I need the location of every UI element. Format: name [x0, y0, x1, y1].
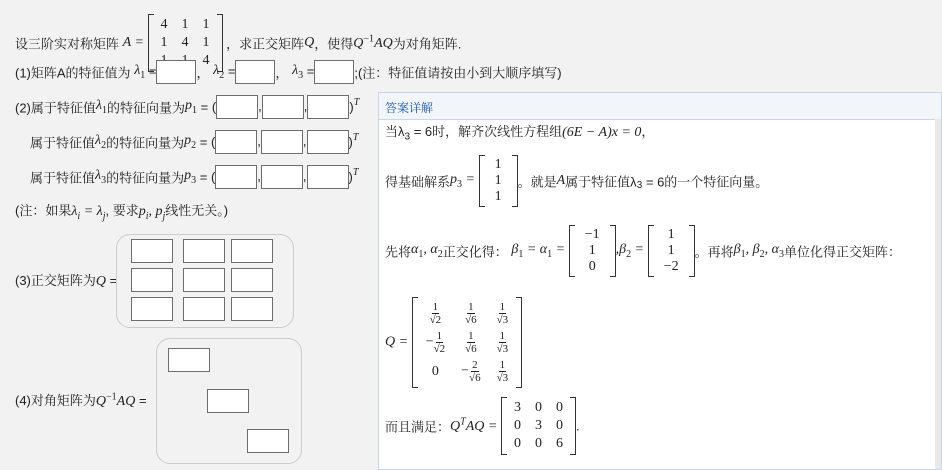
t: = 6时，解齐次线性方程组	[410, 124, 563, 139]
eq: = (	[199, 169, 216, 185]
q4-label: (4)对角矩阵为	[15, 393, 96, 408]
Q: Q	[95, 394, 107, 409]
answer-panel-header	[379, 93, 941, 120]
p: p	[184, 133, 192, 149]
lambda-sym: λ	[213, 63, 220, 79]
p3-component-2-input[interactable]	[261, 165, 303, 189]
A-cell-2-2: 4	[181, 35, 189, 50]
D-cell-3-1: 0	[513, 436, 521, 451]
p: p	[184, 98, 192, 114]
close: )	[348, 134, 353, 150]
q2-label: (2)属于特征值	[15, 100, 96, 116]
close: )	[349, 99, 354, 115]
note-2	[15, 200, 228, 222]
Qinv-expr: $Q^{-1}AQ$	[353, 33, 393, 52]
lam: λ	[71, 204, 78, 219]
beta2-cell-1-1: 1	[667, 227, 675, 242]
q2-mid: 的特征向量为	[106, 100, 185, 116]
note-vectors	[138, 204, 166, 222]
lambda2-label	[213, 63, 225, 81]
orthogonal-matrix-input	[116, 234, 294, 328]
note-prefix: (注：如果	[15, 203, 72, 218]
eq: = (	[199, 134, 216, 150]
Q-cell-1-3-input[interactable]	[231, 239, 273, 263]
lambda3-label	[292, 63, 304, 81]
p1-component-3-input[interactable]	[307, 95, 349, 119]
Q-cell-2-1: − $\frac{1}{√2}$	[425, 330, 446, 355]
answer-panel	[378, 92, 942, 470]
eigenvalue-2-input[interactable]	[235, 60, 275, 84]
D-cell-1-2: 0	[534, 400, 542, 415]
inv: −1	[106, 391, 117, 403]
t: ，	[641, 124, 655, 139]
beta1-cell-2-1: 1	[588, 243, 596, 258]
j: j	[102, 210, 106, 222]
Q-cell-2-2-input[interactable]	[183, 268, 225, 292]
T: T	[460, 416, 466, 428]
answer-panel-title: 答案详解	[385, 101, 434, 115]
note-suffix: 线性无关。)	[165, 203, 229, 218]
Q-cell-2-1-input[interactable]	[131, 268, 173, 292]
Q-cell-2-3: $\frac{1}{√3}$	[496, 330, 509, 355]
p: p	[138, 204, 146, 219]
eigenvalue-3-input[interactable]	[314, 60, 354, 84]
matrix-D	[501, 397, 576, 455]
q1-note: ;(注：特征值请按由小到大顺序填写)	[354, 65, 562, 81]
QT-expr	[450, 416, 498, 435]
Q-cell-1-1: $\frac{1}{√2}$	[429, 301, 442, 326]
D-cell-3-3: 6	[555, 436, 563, 451]
answer-line-2	[385, 155, 768, 207]
p3-sym	[184, 168, 197, 186]
lambda-sub1: 1	[140, 69, 146, 81]
intro-mid2: ，使得	[314, 36, 354, 52]
p: p	[450, 172, 458, 188]
j: j	[162, 210, 166, 222]
p1-sym	[184, 98, 197, 116]
t: 当λ	[385, 124, 405, 139]
question-2-row-3: 属于特征值$\lambda_3$的特征向量为$p_3$ = ( , , )$^T$	[30, 165, 358, 189]
D-cell-1-1-input[interactable]	[168, 348, 210, 372]
D-cell-3-2: 0	[534, 436, 542, 451]
q2-label2: 属于特征值	[30, 135, 96, 151]
Q-label: Q =	[385, 334, 409, 350]
beta2-cell-2-1: 1	[667, 243, 675, 258]
sub: 3	[191, 174, 197, 186]
p1-component-1-input[interactable]	[216, 95, 258, 119]
eq: =	[552, 242, 566, 258]
A-cell-1-2: 1	[181, 17, 189, 32]
p2-component-1-input[interactable]	[215, 130, 257, 154]
lambda1-sym: $\lambda_1$	[95, 98, 107, 116]
lambda-sub3: 3	[298, 69, 304, 81]
D-cell-1-1: 3	[513, 400, 521, 415]
beta1-cell-1-1: −1	[584, 227, 600, 242]
sub: 2	[191, 139, 197, 151]
note-mid: , 要求	[105, 203, 139, 218]
a: α	[430, 242, 438, 258]
Q-cell-2-3-input[interactable]	[231, 268, 273, 292]
p2-sym	[184, 133, 197, 151]
beta2-cell-3-1: −2	[663, 259, 679, 274]
t: 正交化得：	[442, 244, 508, 260]
Q-symbol: Q	[304, 35, 315, 50]
Q-sym2: Q	[353, 36, 364, 52]
beta1-expr: $\beta_1 = \alpha_1$ =	[511, 242, 566, 260]
D-cell-2-2: 3	[534, 418, 542, 433]
lambda-sub2: 2	[219, 69, 225, 81]
question-1: (1)矩阵A的特征值为 $\lambda_1$ = ， $\lambda_2$ = ， $\lambda_3$ = ;(注：特征值请按由小到大顺序填写)	[15, 60, 562, 84]
sub: 3	[101, 174, 107, 186]
D-cell-3-3-input[interactable]	[247, 429, 289, 453]
lambda2-sym: $\lambda_2$	[95, 133, 107, 151]
lambda3-sym: $\lambda_3$	[95, 168, 107, 186]
answer-line-3	[385, 225, 901, 277]
diagonal-matrix-input	[156, 338, 302, 464]
AQ: AQ =	[465, 419, 498, 435]
D-cell-2-1: 0	[513, 418, 521, 433]
Q: Q	[450, 419, 461, 435]
question-2-row-2: 属于特征值$\lambda_2$的特征向量为$p_2$ = ( , , )$^T$	[30, 130, 358, 154]
p3-cell-3-1: 1	[494, 189, 502, 204]
t: 而且满足：	[385, 419, 451, 435]
p3-component-3-input[interactable]	[307, 165, 349, 189]
answer-Q-matrix	[385, 297, 522, 388]
matrix-A-label: A =	[122, 35, 144, 50]
Q-cell-3-3: $\frac{1}{√3}$	[496, 359, 509, 384]
Q-cell-1-2-input[interactable]	[183, 239, 225, 263]
vector-beta2	[648, 225, 695, 277]
matrix-Q	[412, 297, 522, 388]
q2-label3: 属于特征值	[30, 170, 96, 186]
i: i	[145, 210, 149, 222]
betas-alpha3: $\beta_1$, $\beta_2$, $\alpha_3$	[733, 242, 784, 260]
D-cell-2-2-input[interactable]	[207, 389, 249, 413]
transpose: T	[352, 167, 359, 179]
question-3-label	[15, 270, 117, 290]
eq: = α	[523, 242, 548, 258]
A: A	[556, 173, 566, 188]
Q-cell-1-1-input[interactable]	[131, 239, 173, 263]
b: β	[511, 242, 519, 258]
Q-cell-1-3: $\frac{1}{√3}$	[496, 301, 509, 326]
D-cell-1-3: 0	[555, 400, 563, 415]
eq: =	[462, 172, 475, 188]
eq: =	[109, 273, 118, 288]
beta1-cell-3-1: 0	[588, 259, 596, 274]
equation: (6E − A)x = 0	[562, 125, 642, 140]
eq: = (	[200, 99, 217, 115]
answer-line-1	[385, 121, 654, 143]
q3-label: (3)正交矩阵为	[15, 273, 96, 288]
A-cell-1-3: 1	[202, 17, 210, 32]
t: 属于特征值λ	[565, 174, 637, 190]
A-cell-2-1: 1	[160, 35, 168, 50]
t: .	[575, 418, 580, 434]
AQ: AQ	[116, 394, 136, 409]
lambda-sym: λ	[134, 63, 141, 79]
p3-cell-2-1: 1	[494, 173, 502, 188]
q4-expr	[95, 391, 136, 409]
p3	[450, 172, 475, 190]
Q-cell-1-2: $\frac{1}{√6}$	[465, 301, 477, 326]
t: 得基础解系	[385, 174, 451, 190]
lambda-sym: λ	[292, 63, 299, 79]
t: 。就是	[517, 174, 557, 190]
sub: 3	[457, 178, 463, 190]
t: 。再将	[694, 244, 734, 260]
i: i	[77, 210, 81, 222]
beta2-expr: $,\beta_2$ =	[615, 242, 645, 260]
vector-p3	[479, 155, 518, 207]
A-cell-1-1: 4	[160, 17, 168, 32]
q1-label: (1)矩阵A的特征值为	[15, 65, 131, 81]
answer-line-5	[385, 397, 580, 455]
eigenvalue-1-input[interactable]	[156, 60, 196, 84]
transpose: T	[353, 97, 360, 109]
vector-beta1	[569, 225, 616, 277]
lambda1-label	[134, 63, 146, 81]
A-cell-2-3: 1	[202, 35, 210, 50]
AQ-sym: AQ	[374, 36, 393, 52]
transpose: T	[352, 132, 359, 144]
eq: = λ	[80, 204, 103, 219]
sub: 2	[101, 139, 107, 151]
sub: 3	[636, 180, 643, 192]
p2-component-2-input[interactable]	[261, 130, 303, 154]
p1-component-2-input[interactable]	[262, 95, 304, 119]
Q-cell-3-2-input[interactable]	[183, 297, 225, 321]
p3-component-1-input[interactable]	[215, 165, 257, 189]
a: α	[411, 242, 419, 258]
t: = 6的一个特征向量。	[642, 174, 769, 190]
Q-cell-3-3-input[interactable]	[231, 297, 273, 321]
question-4-label	[15, 390, 147, 410]
close: )	[348, 169, 353, 185]
eq: =	[138, 393, 147, 408]
q2-mid: 的特征向量为	[106, 135, 185, 151]
D-cell-2-3: 0	[555, 418, 563, 433]
intro-mid: ，求正交矩阵	[226, 36, 305, 52]
note-condition	[71, 204, 106, 222]
question-2-row-1: (2)属于特征值$\lambda_1$的特征向量为$p_1$ = ( , , )$^T$	[15, 95, 359, 119]
answer-scrollbar[interactable]	[935, 119, 941, 469]
p3-cell-1-1: 1	[494, 157, 502, 172]
Q-cell-3-1-input[interactable]	[131, 297, 173, 321]
sep: ，	[275, 65, 289, 81]
A-cell-3-3: 4	[202, 53, 210, 68]
t: 单位化得正交矩阵：	[783, 244, 901, 260]
sep: ，	[196, 65, 210, 81]
intro-suffix: 为对角矩阵.	[392, 36, 462, 52]
p: p	[184, 168, 192, 184]
p2-component-3-input[interactable]	[307, 130, 349, 154]
Q-sym: Q	[95, 274, 107, 289]
sub: 3	[404, 131, 411, 143]
alphas: $\alpha_1$, $\alpha_2$	[411, 242, 443, 260]
Q-cell-3-1: 0	[431, 363, 439, 379]
q2-mid: 的特征向量为	[106, 170, 185, 186]
sub: 1	[101, 104, 107, 116]
t: 先将	[385, 244, 412, 260]
Q-cell-2-2: $\frac{1}{√6}$	[465, 330, 477, 355]
Q-cell-3-2: − $\frac{2}{√6}$	[461, 359, 481, 384]
b: ,β	[615, 242, 627, 258]
pj: , p	[148, 204, 163, 219]
sub: 1	[191, 104, 197, 116]
intro-text: 设三阶实对称矩阵	[15, 36, 120, 52]
